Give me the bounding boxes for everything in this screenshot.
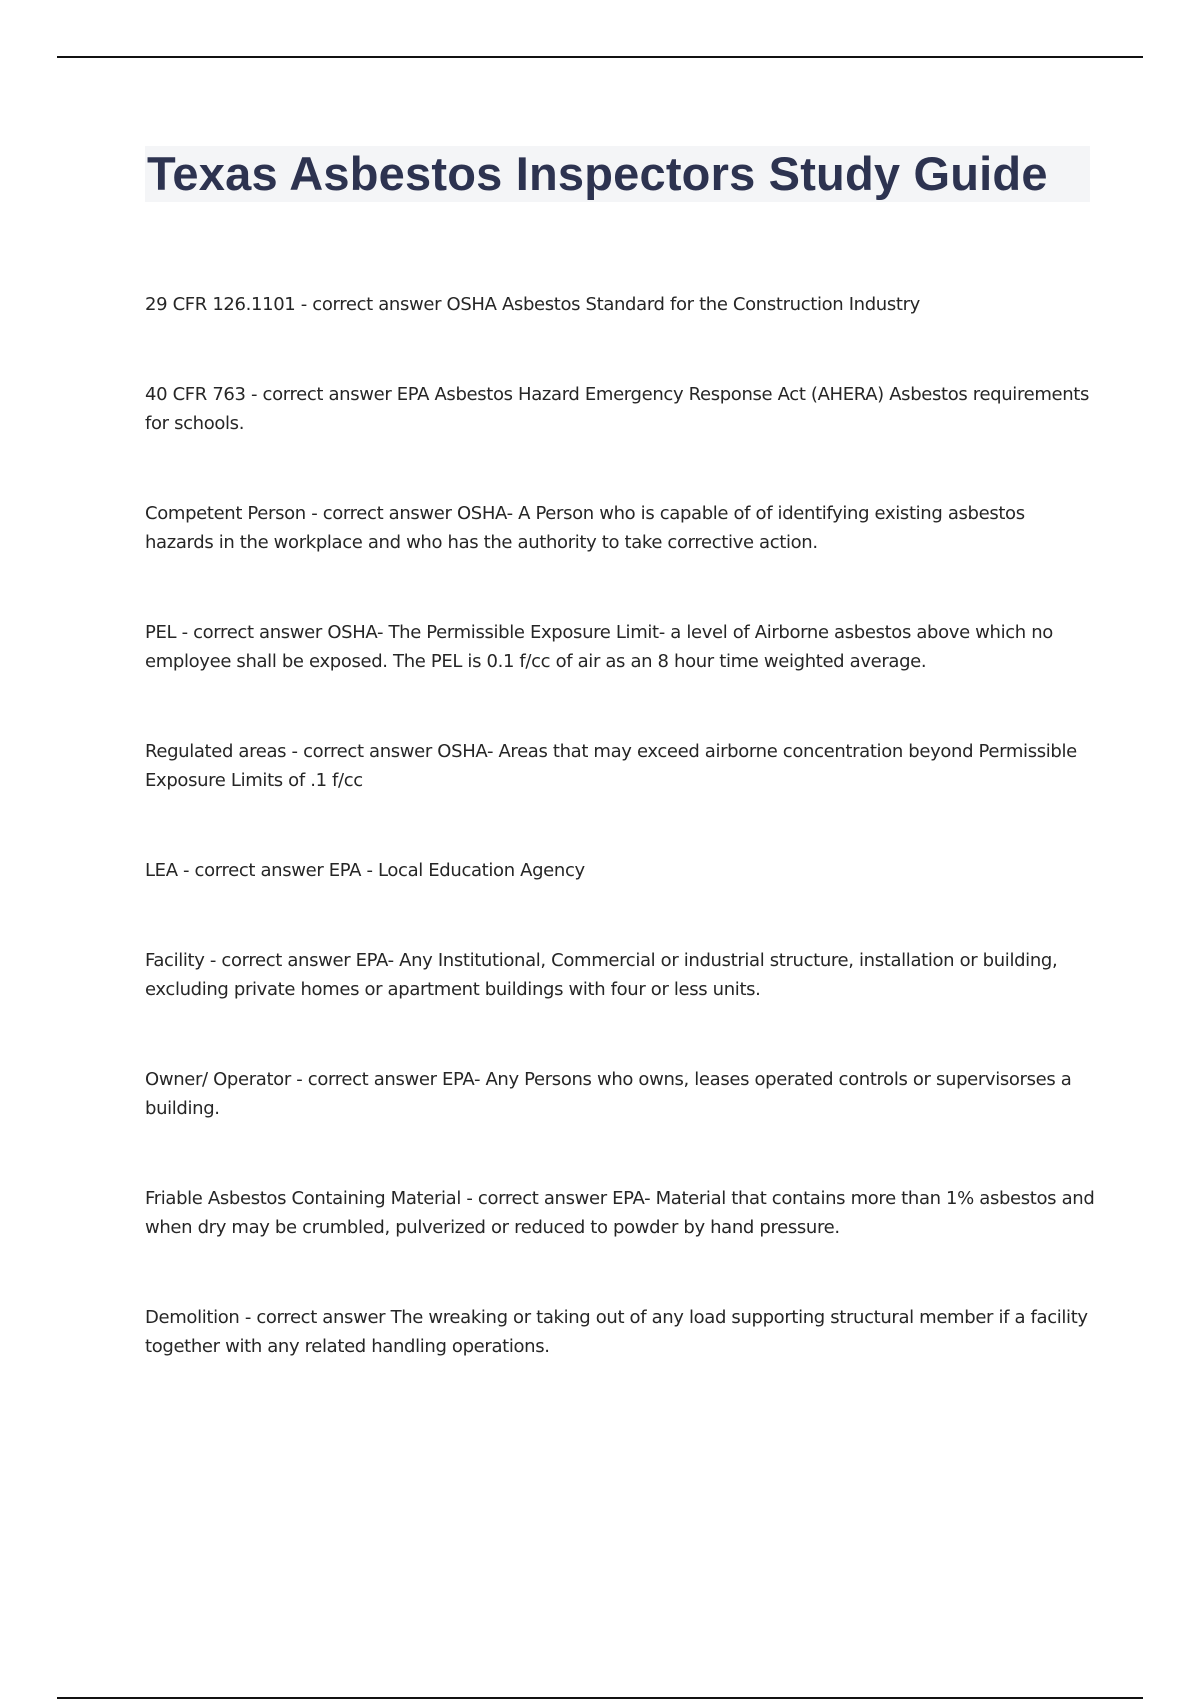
entry-owner-operator: Owner/ Operator - correct answer EPA- Any Persons who owns, leases operated controls or supervisorses a building. [145, 1069, 1072, 1119]
title-banner [145, 146, 1090, 202]
entry-facility: Facility - correct answer EPA- Any Institutional, Commercial or industrial structure, installation or building, excluding private homes or apartment buildings with four or less units. [145, 950, 1058, 1000]
entry-friable-acm: Friable Asbestos Containing Material - correct answer EPA- Material that contains more than 1% asbestos and when dry may be crumbled, pulverized or reduced to powder by hand pressure. [145, 1188, 1095, 1238]
page-title: Texas Asbestos Inspectors Study Guide [147, 147, 1048, 200]
entry-lea: LEA - correct answer EPA - Local Education Agency [145, 860, 585, 881]
footer-rule [57, 1697, 1143, 1699]
entry-29-cfr: 29 CFR 126.1101 - correct answer OSHA Asbestos Standard for the Construction Industry [145, 294, 920, 315]
entry-competent-person: Competent Person - correct answer OSHA- A Person who is capable of of identifying existing asbestos hazards in the workplace and who has the authority to take corrective action. [145, 503, 1025, 553]
entry-pel: PEL - correct answer OSHA- The Permissible Exposure Limit- a level of Airborne asbestos above which no employee shall be exposed. The PEL is 0.1 f/cc of air as an 8 hour time weighted average. [145, 622, 1053, 672]
entry-regulated-areas: Regulated areas - correct answer OSHA- Areas that may exceed airborne concentration beyond Permissible Exposure Limits of .1 f/cc [145, 741, 1077, 791]
entry-40-cfr: 40 CFR 763 - correct answer EPA Asbestos Hazard Emergency Response Act (AHERA) Asbestos requirements for schools. [145, 384, 1090, 434]
header-rule [57, 56, 1143, 58]
entry-demolition: Demolition - correct answer The wreaking or taking out of any load supporting structural member if a facility together with any related handling operations. [145, 1307, 1088, 1357]
entry-list [145, 290, 1095, 1361]
